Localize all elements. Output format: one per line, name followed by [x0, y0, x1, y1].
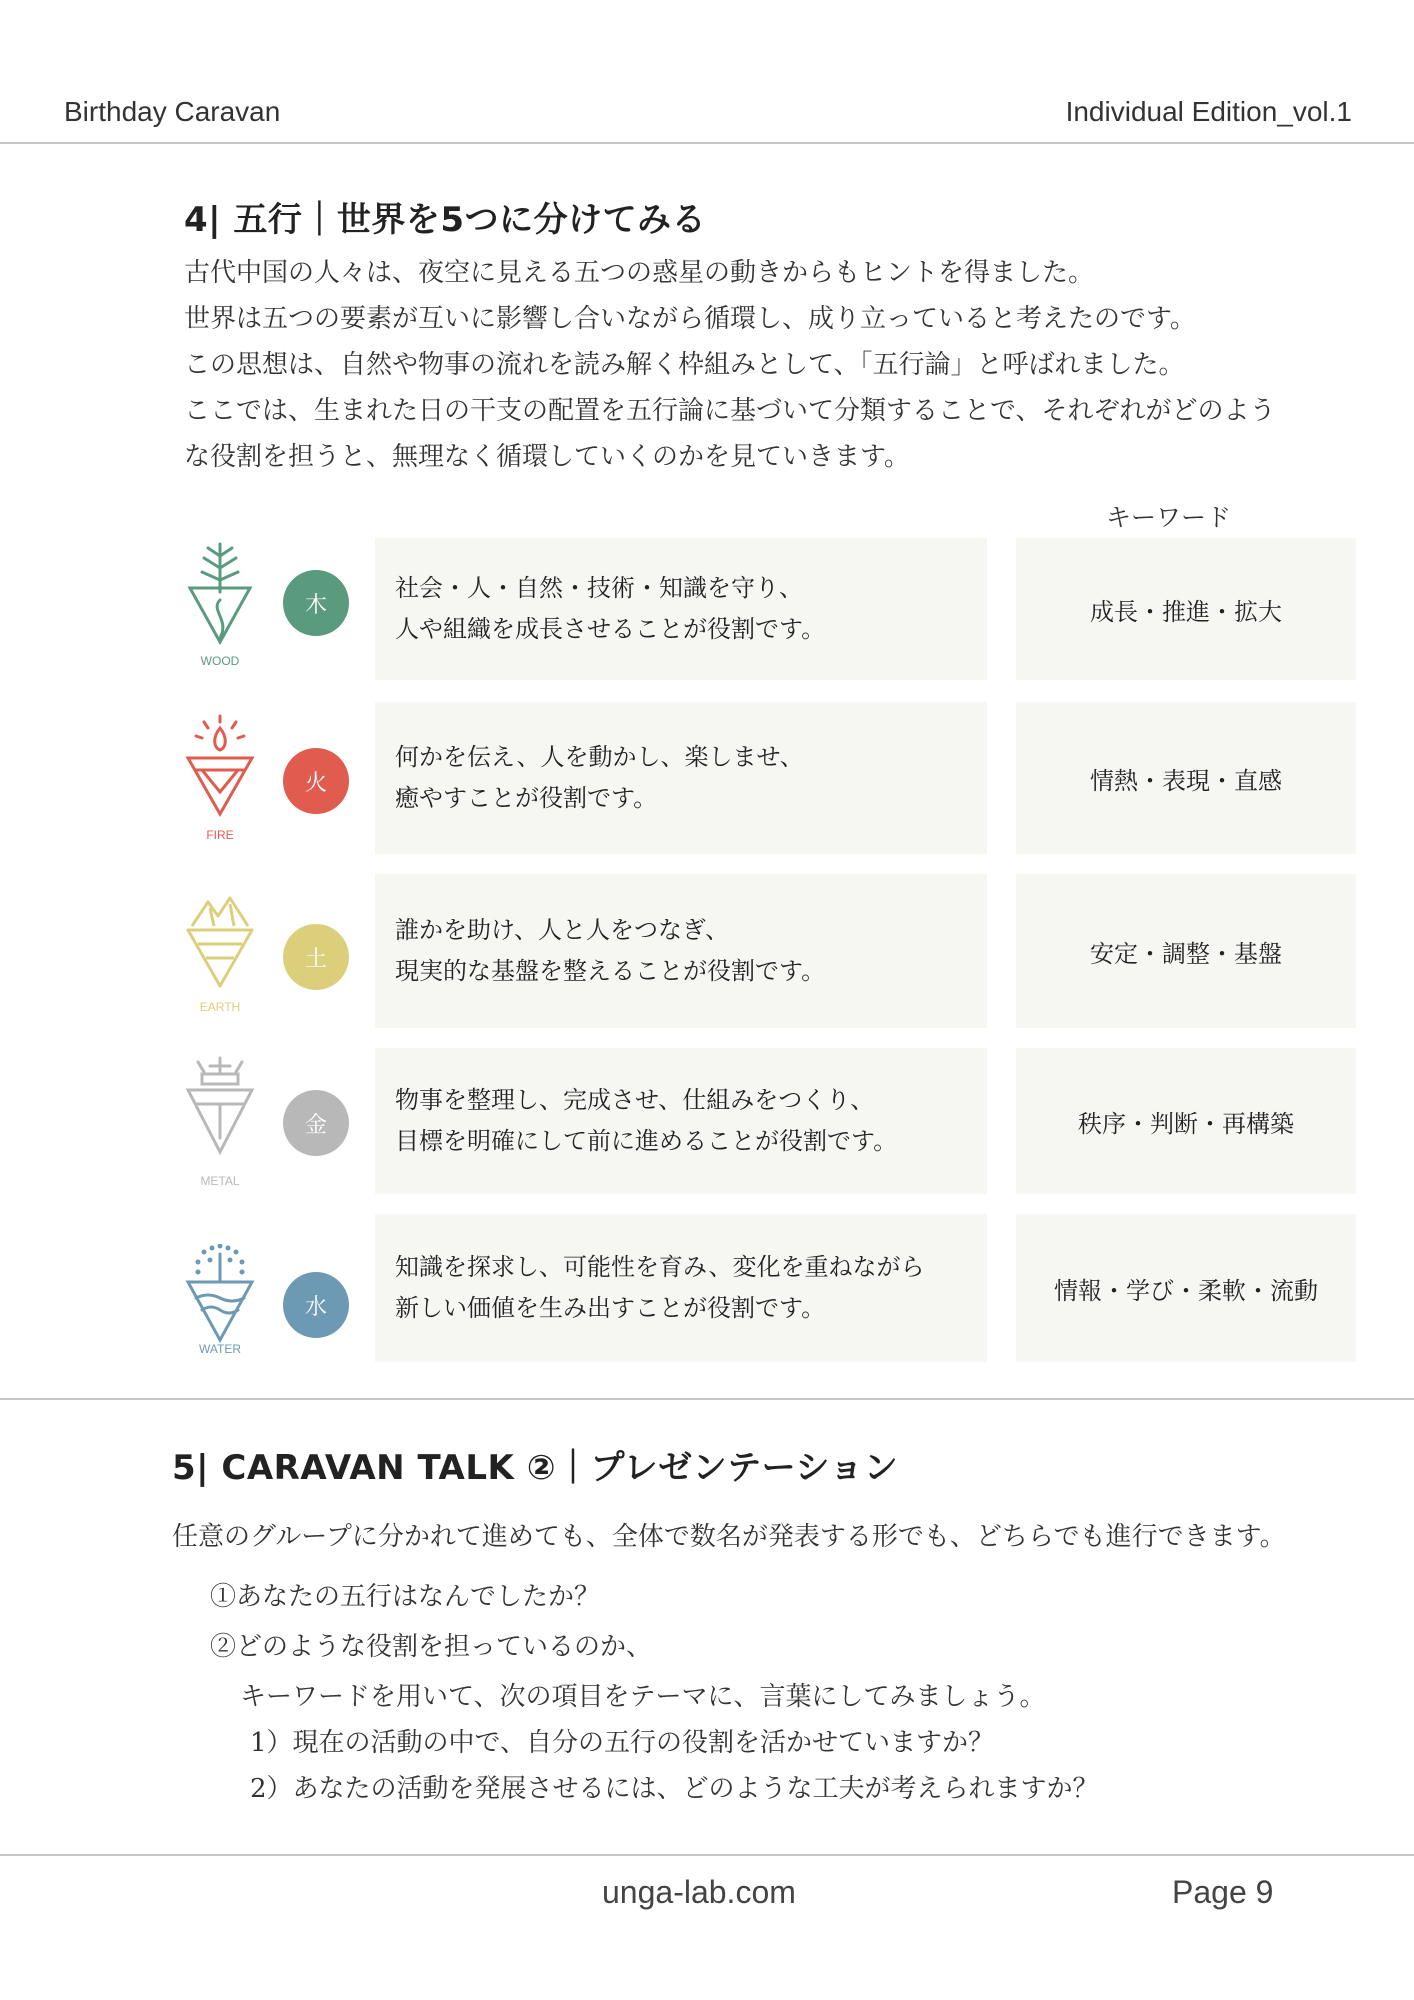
paragraph-line: 古代中国の人々は、夜空に見える五つの惑星の動きからもヒントを得ました。	[184, 258, 1095, 288]
footer-url: unga-lab.com	[602, 1874, 796, 1910]
footer-divider	[0, 1854, 1414, 1856]
fire-keywords: 情熱・表現・直感	[1016, 702, 1356, 854]
section-divider	[0, 1398, 1414, 1400]
fire-emblem-icon	[180, 714, 260, 842]
metal-description	[375, 1048, 987, 1194]
wood-description	[375, 538, 987, 680]
earth-label: EARTH	[199, 1000, 241, 1014]
fire-description	[375, 702, 987, 854]
element-row-wood	[180, 538, 1356, 682]
section-5-intro: 任意のグループに分かれて進めても、全体で数名が発表する形でも、どちらでも進行できます。	[172, 1522, 1286, 1552]
metal-keywords: 秩序・判断・再構築	[1016, 1048, 1356, 1194]
water-keywords: 情報・学び・柔軟・流動	[1016, 1214, 1356, 1362]
keyword-column-header: キーワード	[1106, 503, 1232, 532]
fire-label: FIRE	[206, 828, 234, 842]
description-line: 物事を整理し、完成させ、仕組みをつくり、	[395, 1086, 875, 1114]
earth-description	[375, 874, 987, 1028]
earth-keywords: 安定・調整・基盤	[1016, 874, 1356, 1028]
element-row-fire	[180, 702, 1356, 854]
paragraph-line: この思想は、自然や物事の流れを読み解く枠組みとして、「五行論」と呼ばれました。	[184, 350, 1185, 380]
description-line: 知識を探求し、可能性を育み、変化を重ねながら	[395, 1253, 925, 1281]
sub-question-2: 2）あなたの活動を発展させるには、どのような工夫が考えられますか？	[250, 1774, 1099, 1804]
section-4-paragraph	[184, 250, 1364, 480]
paragraph-line: ここでは、生まれた日の干支の配置を五行論に基づいて分類することで、それぞれがどのよう	[184, 396, 1276, 426]
description-line: 新しい価値を生み出すことが役割です。	[395, 1294, 826, 1322]
water-kanji-badge: 水	[283, 1272, 349, 1338]
paragraph-line: 世界は五つの要素が互いに影響し合いながら循環し、成り立っていると考えたのです。	[184, 304, 1196, 334]
earth-emblem-icon	[180, 896, 260, 1014]
description-line: 人や組織を成長させることが役割です。	[395, 615, 826, 643]
metal-emblem-icon	[180, 1056, 260, 1188]
header-divider	[0, 142, 1414, 144]
section-5-title: 5| CARAVAN TALK ②｜プレゼンテーション	[172, 1448, 899, 1488]
section-4-title: 4| 五行｜世界を5つに分けてみる	[184, 200, 707, 240]
fire-kanji-badge: 火	[283, 748, 349, 814]
description-line: 目標を明確にして前に進めることが役割です。	[395, 1127, 898, 1155]
question-1: ①あなたの五行はなんでしたか？	[210, 1582, 601, 1612]
water-description	[375, 1214, 987, 1362]
header-edition: Individual Edition_vol.1	[1065, 96, 1352, 127]
wood-emblem-icon	[180, 540, 260, 668]
page-number: Page 9	[1172, 1874, 1274, 1910]
header-title: Birthday Caravan	[64, 96, 281, 127]
metal-label: METAL	[200, 1174, 240, 1188]
sub-question-1: 1）現在の活動の中で、自分の五行の役割を活かせていますか？	[250, 1728, 995, 1758]
element-row-water	[180, 1214, 1356, 1362]
wood-label: WOOD	[200, 654, 240, 668]
water-label: WATER	[199, 1342, 241, 1356]
description-line: 癒やすことが役割です。	[395, 784, 658, 812]
description-line: 社会・人・自然・技術・知識を守り、	[395, 574, 803, 602]
question-2-detail: キーワードを用いて、次の項目をテーマに、言葉にしてみましょう。	[240, 1682, 1046, 1712]
water-emblem-icon	[180, 1244, 260, 1356]
question-2: ②どのような役割を担っているのか、	[210, 1632, 653, 1662]
paragraph-line: な役割を担うと、無理なく循環していくのかを見ていきます。	[184, 442, 910, 472]
earth-kanji-badge: 土	[283, 924, 349, 990]
metal-kanji-badge: 金	[283, 1090, 349, 1156]
element-row-metal	[180, 1048, 1356, 1194]
description-line: 現実的な基盤を整えることが役割です。	[395, 957, 826, 985]
description-line: 誰かを助け、人と人をつなぎ、	[395, 916, 730, 944]
wood-keywords: 成長・推進・拡大	[1016, 538, 1356, 680]
wood-kanji-badge: 木	[283, 570, 349, 636]
description-line: 何かを伝え、人を動かし、楽しませ、	[395, 743, 804, 771]
element-row-earth	[180, 874, 1356, 1028]
